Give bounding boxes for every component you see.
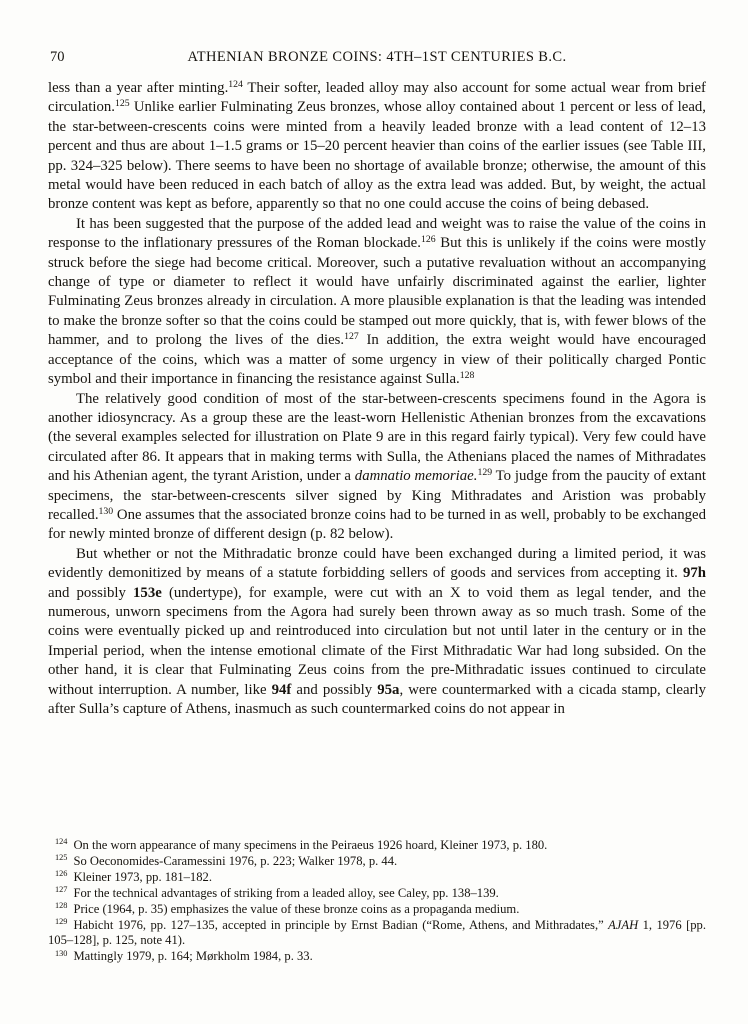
catalogue-number: 153e <box>133 584 162 601</box>
footnote: $^{125}$ So Oeconomides-Caramessini 1976, p. 223; Walker 1978, p. 44. <box>55 853 398 868</box>
footnote: $^{126}$ Kleiner 1973, pp. 181–182. <box>55 869 212 884</box>
footnote: $^{130}$ Mattingly 1979, p. 164; Mørkholm 1984, p. 33. <box>55 948 313 964</box>
footnote-reference: 124 <box>228 78 243 90</box>
footnote: $^{124}$ On the worn appearance of many specimens in the Peiraeus 1926 hoard, Kleiner 1973, p. 180. <box>55 837 548 852</box>
footnote-number: 127 <box>55 885 68 895</box>
footnote-reference: 129 <box>477 466 493 478</box>
footnote-number: 129 <box>55 916 68 926</box>
paragraph: It has been suggested that the purpose of the added lead and weight was to raise the value of the coins in response to the inflationary pressures of the Roman blockade.$^{126}$ But this is unlikely if the coins were mostly struck before the siege had become critical. Moreover, such a putative revaluation without an accompanying change of type or diameter to reflect it would have unfairly discriminated against the earlier, lighter Fulminating Zeus bronzes already in circulation. A more plausible explanation is that the leading was intended to make the bronze softer so that the coins could be stamped out more quickly, that is, with fewer blows of the hammer, and to prolong the lives of the dies.$^{127}$ In addition, the extra weight would have encouraged acceptance of the coins, which was a matter of some urgency in view of their politically charged Pontic symbol and their importance in financing the resistance against Sulla.$^{128}$ <box>48 215 707 388</box>
italic-text: AJAH <box>608 917 639 932</box>
footnote-reference: 126 <box>420 233 436 245</box>
footnote-reference: 130 <box>98 505 114 517</box>
paragraph: But whether or not the Mithradatic bronze could have been exchanged during a limited period, it was evidently demonitized by means of a statute forbidding sellers of goods and services from accepting it. 97h and possibly 153e (undertype), for example, were cut with an X to void them as legal tender, and the numerous, unworn specimens from the Agora had surely been thrown away as so much trash. Some of the coins were eventually picked up and reintroduced into circulation but not until later in the century or in the Imperial period, when the intense emotional climate of the First Mithradatic War had long subsided. On the other hand, it is clear that Fulminating Zeus coins from the pre-Mithradatic issues continued to circulate without interruption. A number, like 94f and possibly 95a, were countermarked with a cicada stamp, clearly after Sulla’s capture of Athens, inasmuch as such countermarked coins do not appear in <box>48 545 707 717</box>
italic-text: damnatio memoriae. <box>354 468 478 485</box>
paragraph: The relatively good condition of most of the star-between-crescents specimens found in the Agora is another idiosyncracy. As a group these are the least-worn Hellenistic Athenian bronzes from the excavations (the several examples selected for illustration on Plate 9 are in this regard fairly typical). Very few could have circulated after 86. It appears that in making terms with Sulla, the Athenians placed the names of Mithradates and his Athenian agent, the tyrant Aristion, under a damnatio memoriae.$^{129}$ To judge from the paucity of extant specimens, the star-between-crescents silver signed by King Mithradates and Aristion was probably recalled.$^{130}$ One assumes that the associated bronze coins had to be turned in as well, probably to be exchanged for newly minted bronze of different design (p. 82 below). <box>48 390 706 543</box>
footnotes <box>48 838 706 965</box>
footnote-reference: 128 <box>459 369 475 381</box>
footnote: $^{127}$ For the technical advantages of striking from a leaded alloy, see Caley, pp. 138–139. <box>55 885 499 900</box>
footnote-number: 128 <box>55 901 68 911</box>
catalogue-number: 97h <box>682 565 706 582</box>
footnote-number: 126 <box>55 869 68 879</box>
footnote-number: 125 <box>55 853 68 863</box>
running-head <box>48 49 706 69</box>
body-text <box>48 79 706 719</box>
catalogue-number: 94f <box>271 681 292 698</box>
footnote: $^{129}$ Habicht 1976, pp. 127–135, accepted in principle by Ernst Badian (“Rome, Athens, and Mithradates,” AJAH 1, 1976 [pp. 105–128], p. 125, note 41). <box>48 916 707 948</box>
running-title: ATHENIAN BRONZE COINS: 4TH–1ST CENTURIES B.C. <box>187 49 567 65</box>
catalogue-number: 95a <box>377 681 400 698</box>
footnote-reference: 127 <box>344 330 359 342</box>
footnote: $^{128}$ Price (1964, p. 35) emphasizes the value of these bronze coins as a propaganda medium. <box>55 901 520 916</box>
paragraph: less than a year after minting.$^{124}$ Their softer, leaded alloy may also account for some actual wear from brief circulation.$^{125}$ Unlike earlier Fulminating Zeus bronzes, whose alloy contained about 1 percent or less of lead, the star-between-crescents coins were minted from a heavily leaded bronze with a lead content of 12–13 percent and thus are about 1–1.5 grams or 15–20 percent heavier than coins of the earlier issues (see Table III, pp. 324–325 below). There seems to have been no shortage of available bronze; otherwise, the amount of this metal would have been reduced in each batch of alloy as the extra lead was added. But, by weight, the actual bronze content was kept as before, apparently so that no one could accuse the coins of being debased. <box>48 78 706 213</box>
footnote-number: 124 <box>55 837 68 847</box>
footnote-number: 130 <box>55 948 68 958</box>
page-number: 70 <box>50 49 65 65</box>
footnote-reference: 125 <box>114 98 130 110</box>
